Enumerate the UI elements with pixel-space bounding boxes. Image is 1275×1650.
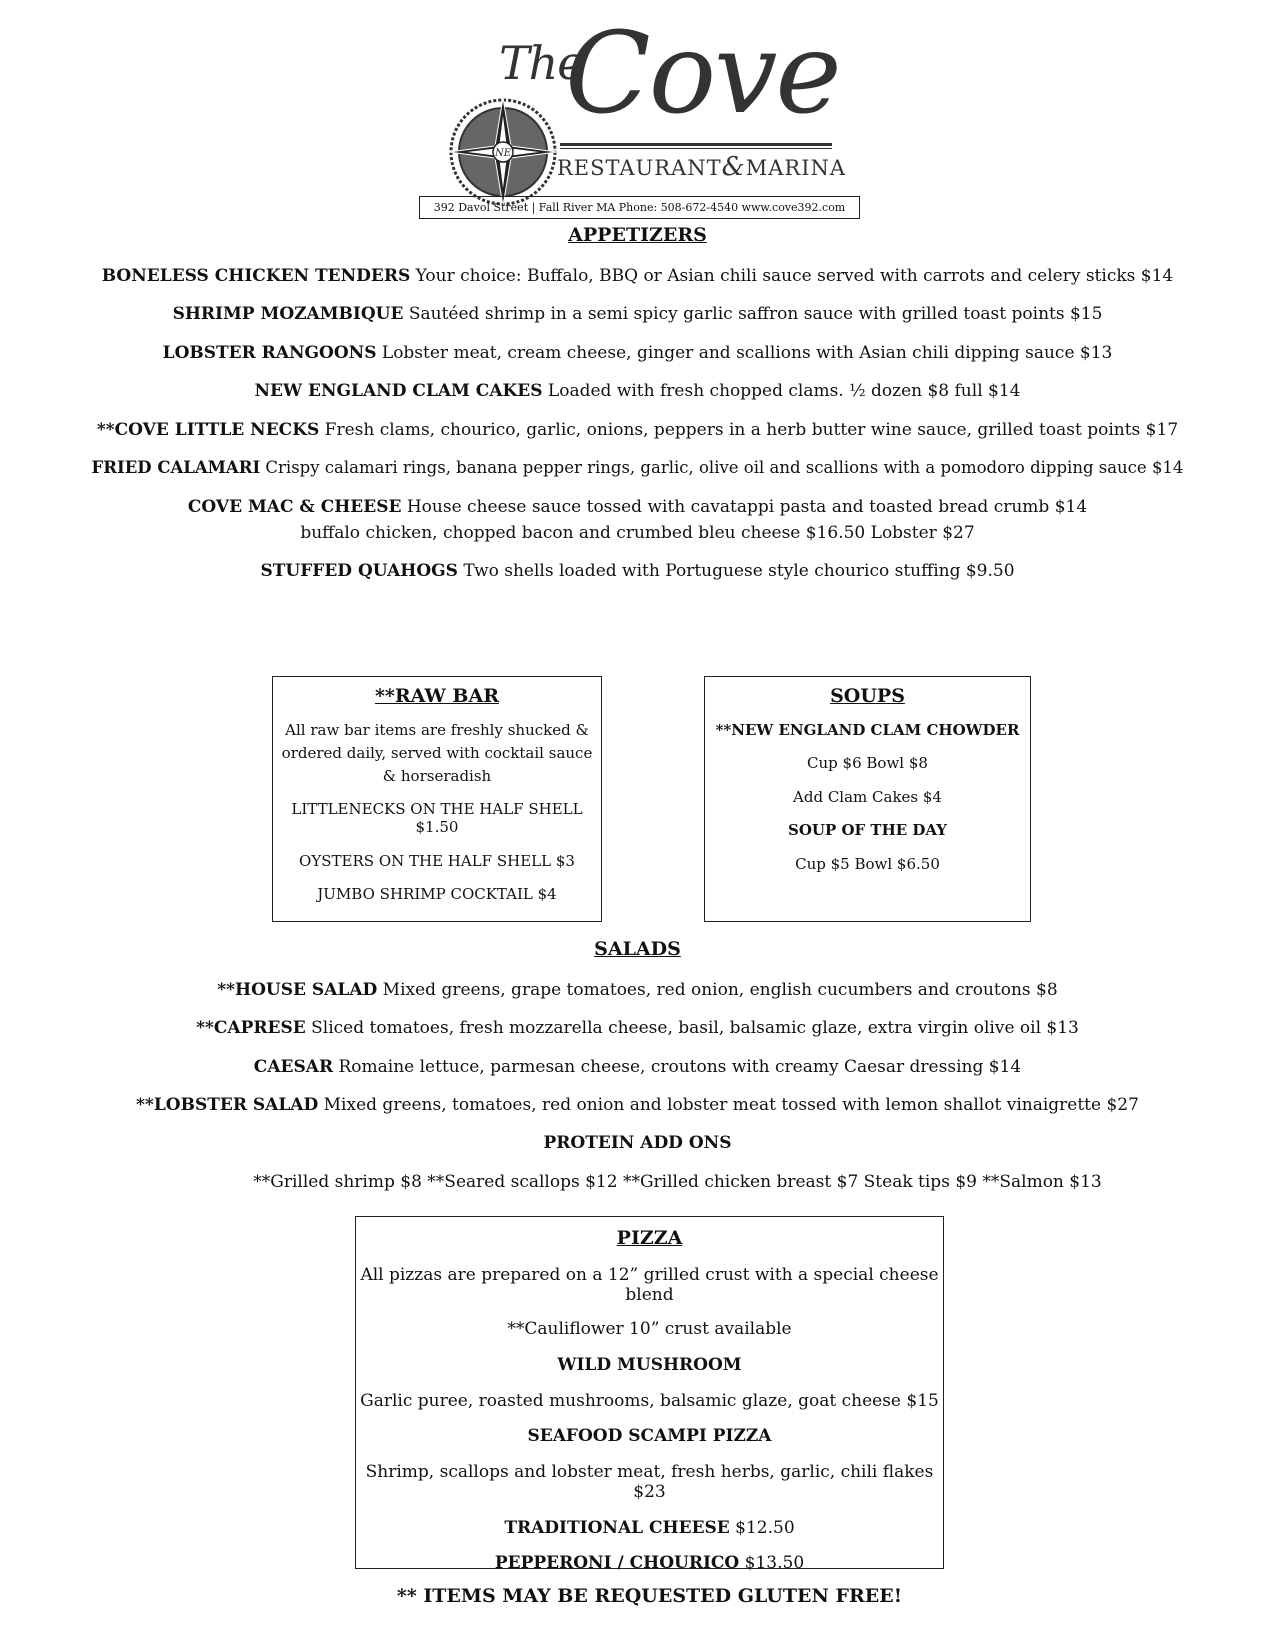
soup-of-the-day-price: Cup $5 Bowl $6.50 xyxy=(795,855,940,873)
pizza-intro: All pizzas are prepared on a 12” grilled crust with a special cheese blend xyxy=(360,1265,939,1305)
logo-cove: Cove xyxy=(565,9,840,139)
soup-chowder: **NEW ENGLAND CLAM CHOWDER xyxy=(715,721,1020,739)
mac-addons: buffalo chicken, chopped bacon and crumbed bleu cheese $16.50 Lobster $27 xyxy=(300,523,975,543)
menu-item: **COVE LITTLE NECKS Fresh clams, chourico, garlic, onions, peppers in a herb butter wine sauce, grilled toast points $17 xyxy=(96,420,1179,440)
protein-addons: **Grilled shrimp $8 **Seared scallops $12 **Grilled chicken breast $7 Steak tips $9 **Salmon $13 xyxy=(253,1172,1102,1192)
menu-item: NEW ENGLAND CLAM CAKES Loaded with fresh chopped clams. ½ dozen $8 full $14 xyxy=(254,381,1021,401)
address-bar: 392 Davol Street | Fall River MA Phone: 508-672-4540 www.cove392.com xyxy=(419,196,860,219)
pizza-cauliflower: **Cauliflower 10” crust available xyxy=(507,1319,792,1339)
appetizers-heading: APPETIZERS xyxy=(568,224,707,246)
pizza-box xyxy=(355,1216,944,1573)
menu-item: **HOUSE SALAD Mixed greens, grape tomatoes, red onion, english cucumbers and croutons $8 xyxy=(217,980,1058,1000)
soup-of-the-day: SOUP OF THE DAY xyxy=(787,821,948,839)
soups-heading: SOUPS xyxy=(830,685,905,707)
menu-item: LOBSTER RANGOONS Lobster meat, cream cheese, ginger and scallions with Asian chili dipping sauce $13 xyxy=(162,343,1113,363)
menu-item: **LOBSTER SALAD Mixed greens, tomatoes, red onion and lobster meat tossed with lemon shallot vinaigrette $27 xyxy=(136,1095,1139,1115)
menu-item: **CAPRESE Sliced tomatoes, fresh mozzarella cheese, basil, balsamic glaze, extra virgin olive oil $13 xyxy=(196,1018,1079,1038)
compass-rose-icon xyxy=(447,96,559,208)
raw-bar-item: LITTLENECKS ON THE HALF SHELL $1.50 xyxy=(291,800,583,836)
soup-chowder-price: Cup $6 Bowl $8 xyxy=(807,754,928,772)
protein-heading: PROTEIN ADD ONS xyxy=(543,1133,732,1153)
raw-bar-item: OYSTERS ON THE HALF SHELL $3 xyxy=(299,852,575,870)
logo-subtitle: RESTAURANT&MARINA xyxy=(557,152,847,182)
menu-item: BONELESS CHICKEN TENDERS Your choice: Buffalo, BBQ or Asian chili sauce served with carrots and celery sticks $14 xyxy=(101,266,1174,286)
logo-rule-thin xyxy=(560,148,832,149)
menu-item: COVE MAC & CHEESE House cheese sauce tossed with cavatappi pasta and toasted bread crumb $14 xyxy=(187,497,1088,517)
logo-the: The xyxy=(499,36,584,90)
menu-item: STUFFED QUAHOGS Two shells loaded with Portuguese style chourico stuffing $9.50 xyxy=(260,561,1015,581)
gluten-free-note: ** ITEMS MAY BE REQUESTED GLUTEN FREE! xyxy=(396,1585,903,1607)
soup-chowder-addon: Add Clam Cakes $4 xyxy=(793,788,942,806)
soups-box xyxy=(704,676,1031,922)
pizza-traditional-cheese: TRADITIONAL CHEESE $12.50 xyxy=(504,1518,795,1538)
menu-item: FRIED CALAMARI Crispy calamari rings, banana pepper rings, garlic, olive oil and scallions with a pomodoro dipping sauce $14 xyxy=(91,458,1184,477)
svg-text:NE: NE xyxy=(494,148,512,159)
menu-item: CAESAR Romaine lettuce, parmesan cheese, croutons with creamy Caesar dressing $14 xyxy=(253,1057,1022,1077)
salads-heading: SALADS xyxy=(594,938,681,960)
pizza-heading: PIZZA xyxy=(616,1227,683,1249)
logo-rule xyxy=(560,143,832,146)
pizza-pepperoni: PEPPERONI / CHOURICO $13.50 xyxy=(494,1553,805,1573)
pizza-wild-mushroom-desc: Garlic puree, roasted mushrooms, balsamic glaze, goat cheese $15 xyxy=(360,1391,939,1411)
restaurant-logo xyxy=(447,9,847,196)
raw-bar-intro: All raw bar items are freshly shucked & ordered daily, served with cocktail sauce & horseradish xyxy=(281,721,593,785)
raw-bar-box xyxy=(272,676,602,922)
pizza-wild-mushroom: WILD MUSHROOM xyxy=(557,1355,742,1375)
raw-bar-heading: **RAW BAR xyxy=(374,685,499,707)
pizza-seafood-scampi: SEAFOOD SCAMPI PIZZA xyxy=(527,1426,772,1446)
pizza-seafood-scampi-desc: Shrimp, scallops and lobster meat, fresh herbs, garlic, chili flakes $23 xyxy=(365,1462,934,1502)
raw-bar-item: JUMBO SHRIMP COCKTAIL $4 xyxy=(317,885,557,903)
menu-item: SHRIMP MOZAMBIQUE Sautéed shrimp in a semi spicy garlic saffron sauce with grilled toast points $15 xyxy=(172,304,1103,324)
